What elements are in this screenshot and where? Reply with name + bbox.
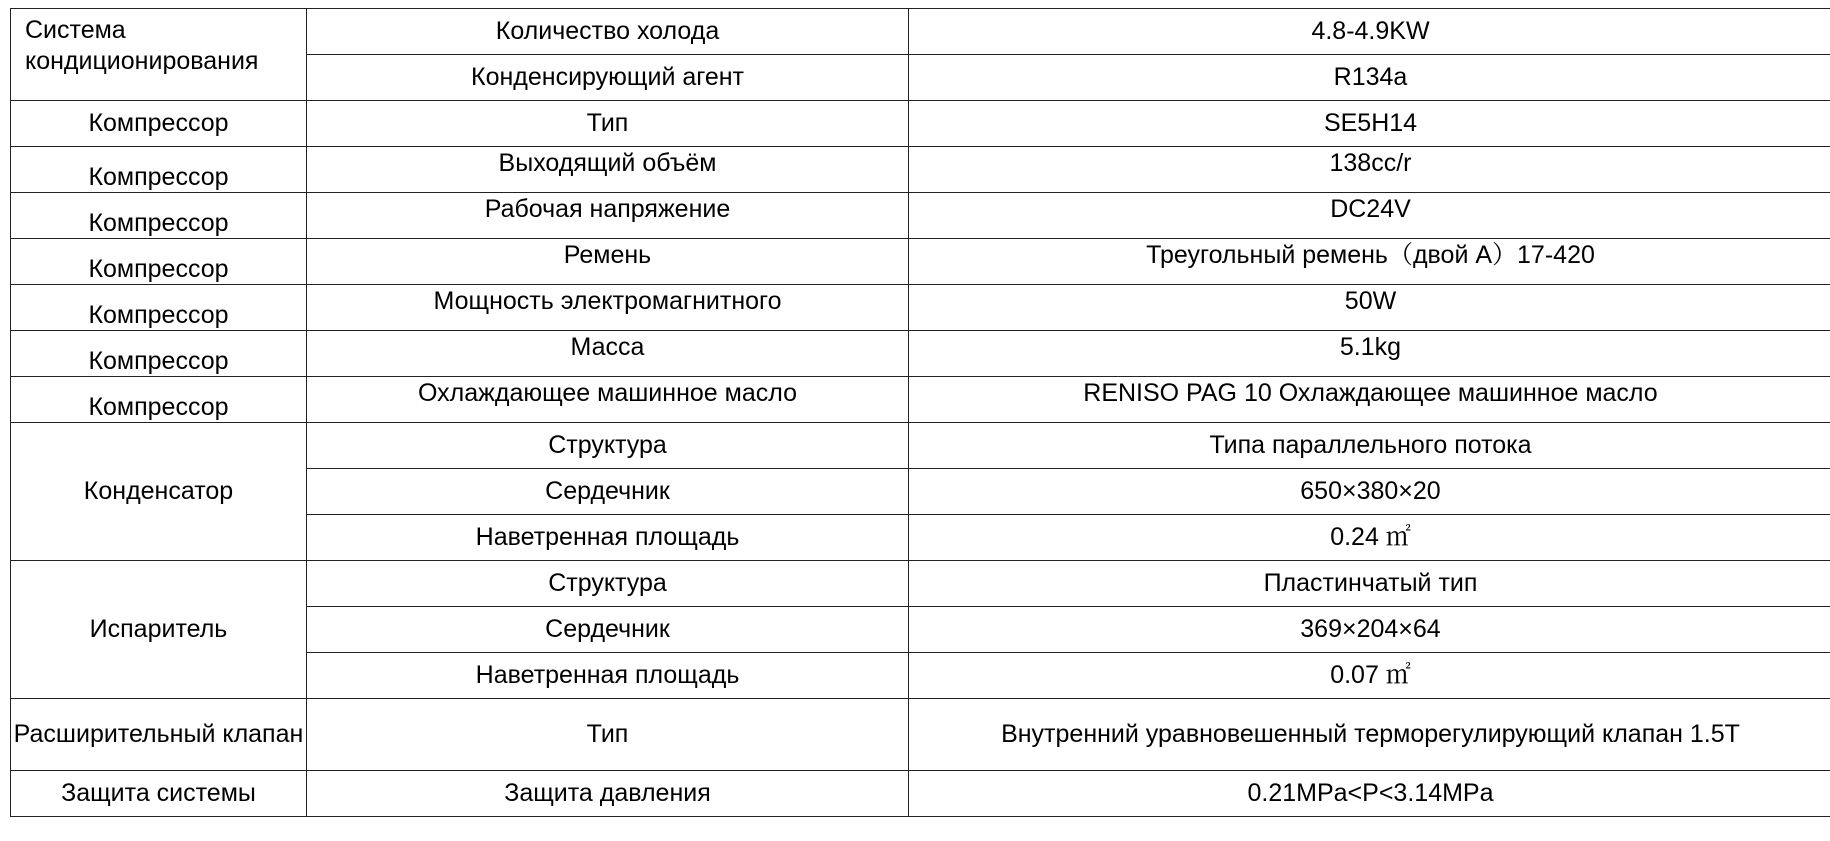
- table-row: [11, 699, 1830, 771]
- param-cell: Тип: [307, 699, 909, 771]
- param-cell: Выходящий объём: [307, 147, 909, 193]
- group-compressor: Компрессор: [11, 331, 307, 377]
- table-row: [11, 423, 1830, 469]
- group-compressor: Компрессор: [11, 377, 307, 423]
- param-cell: Масса: [307, 331, 909, 377]
- value-cell: 0.24 ㎡: [909, 515, 1830, 561]
- value-cell: 0.07 ㎡: [909, 653, 1830, 699]
- param-cell: Конденсирующий агент: [307, 55, 909, 101]
- table-row: [11, 101, 1830, 147]
- table-row: [11, 285, 1830, 331]
- value-cell: 50W: [909, 285, 1830, 331]
- value-cell: 369×204×64: [909, 607, 1830, 653]
- value-cell: Треугольный ремень（двой А）17-420: [909, 239, 1830, 285]
- table-row: [11, 331, 1830, 377]
- table-row: [11, 377, 1830, 423]
- param-cell: Охлаждающее машинное масло: [307, 377, 909, 423]
- group-compressor: Компрессор: [11, 193, 307, 239]
- param-cell: Ремень: [307, 239, 909, 285]
- param-cell: Тип: [307, 101, 909, 147]
- value-cell: 138cc/r: [909, 147, 1830, 193]
- param-cell: Структура: [307, 423, 909, 469]
- param-cell: Сердечник: [307, 607, 909, 653]
- group-compressor: Компрессор: [11, 239, 307, 285]
- value-cell: Внутренний уравновешенный терморегулирующий клапан 1.5T: [909, 699, 1830, 771]
- param-cell: Структура: [307, 561, 909, 607]
- value-cell: Типа параллельного потока: [909, 423, 1830, 469]
- table-row: [11, 771, 1830, 817]
- group-compressor: Компрессор: [11, 147, 307, 193]
- param-cell: Защита давления: [307, 771, 909, 817]
- value-cell: R134a: [909, 55, 1830, 101]
- param-cell: Сердечник: [307, 469, 909, 515]
- table-row: [11, 147, 1830, 193]
- value-cell: 5.1kg: [909, 331, 1830, 377]
- value-cell: 650×380×20: [909, 469, 1830, 515]
- value-cell: 0.21MPa<P<3.14MPa: [909, 771, 1830, 817]
- param-cell: Количество холода: [307, 9, 909, 55]
- param-cell: Наветренная площадь: [307, 653, 909, 699]
- group-compressor: Компрессор: [11, 101, 307, 147]
- spec-table: [10, 8, 1830, 817]
- group-condenser: Конденсатор: [11, 423, 307, 561]
- value-cell: Пластинчатый тип: [909, 561, 1830, 607]
- group-ac-system: Система кондиционирования: [11, 9, 307, 101]
- param-cell: Рабочая напряжение: [307, 193, 909, 239]
- table-row: [11, 561, 1830, 607]
- value-cell: DC24V: [909, 193, 1830, 239]
- value-cell: SE5H14: [909, 101, 1830, 147]
- param-cell: Мощность электромагнитного: [307, 285, 909, 331]
- value-cell: RENISO PAG 10 Охлаждающее машинное масло: [909, 377, 1830, 423]
- param-cell: Наветренная площадь: [307, 515, 909, 561]
- table-row: [11, 9, 1830, 55]
- group-expansion-valve: Расширительный клапан: [11, 699, 307, 771]
- group-system-protection: Защита системы: [11, 771, 307, 817]
- group-compressor: Компрессор: [11, 285, 307, 331]
- table-row: [11, 239, 1830, 285]
- table-row: [11, 193, 1830, 239]
- group-evaporator: Испаритель: [11, 561, 307, 699]
- value-cell: 4.8-4.9KW: [909, 9, 1830, 55]
